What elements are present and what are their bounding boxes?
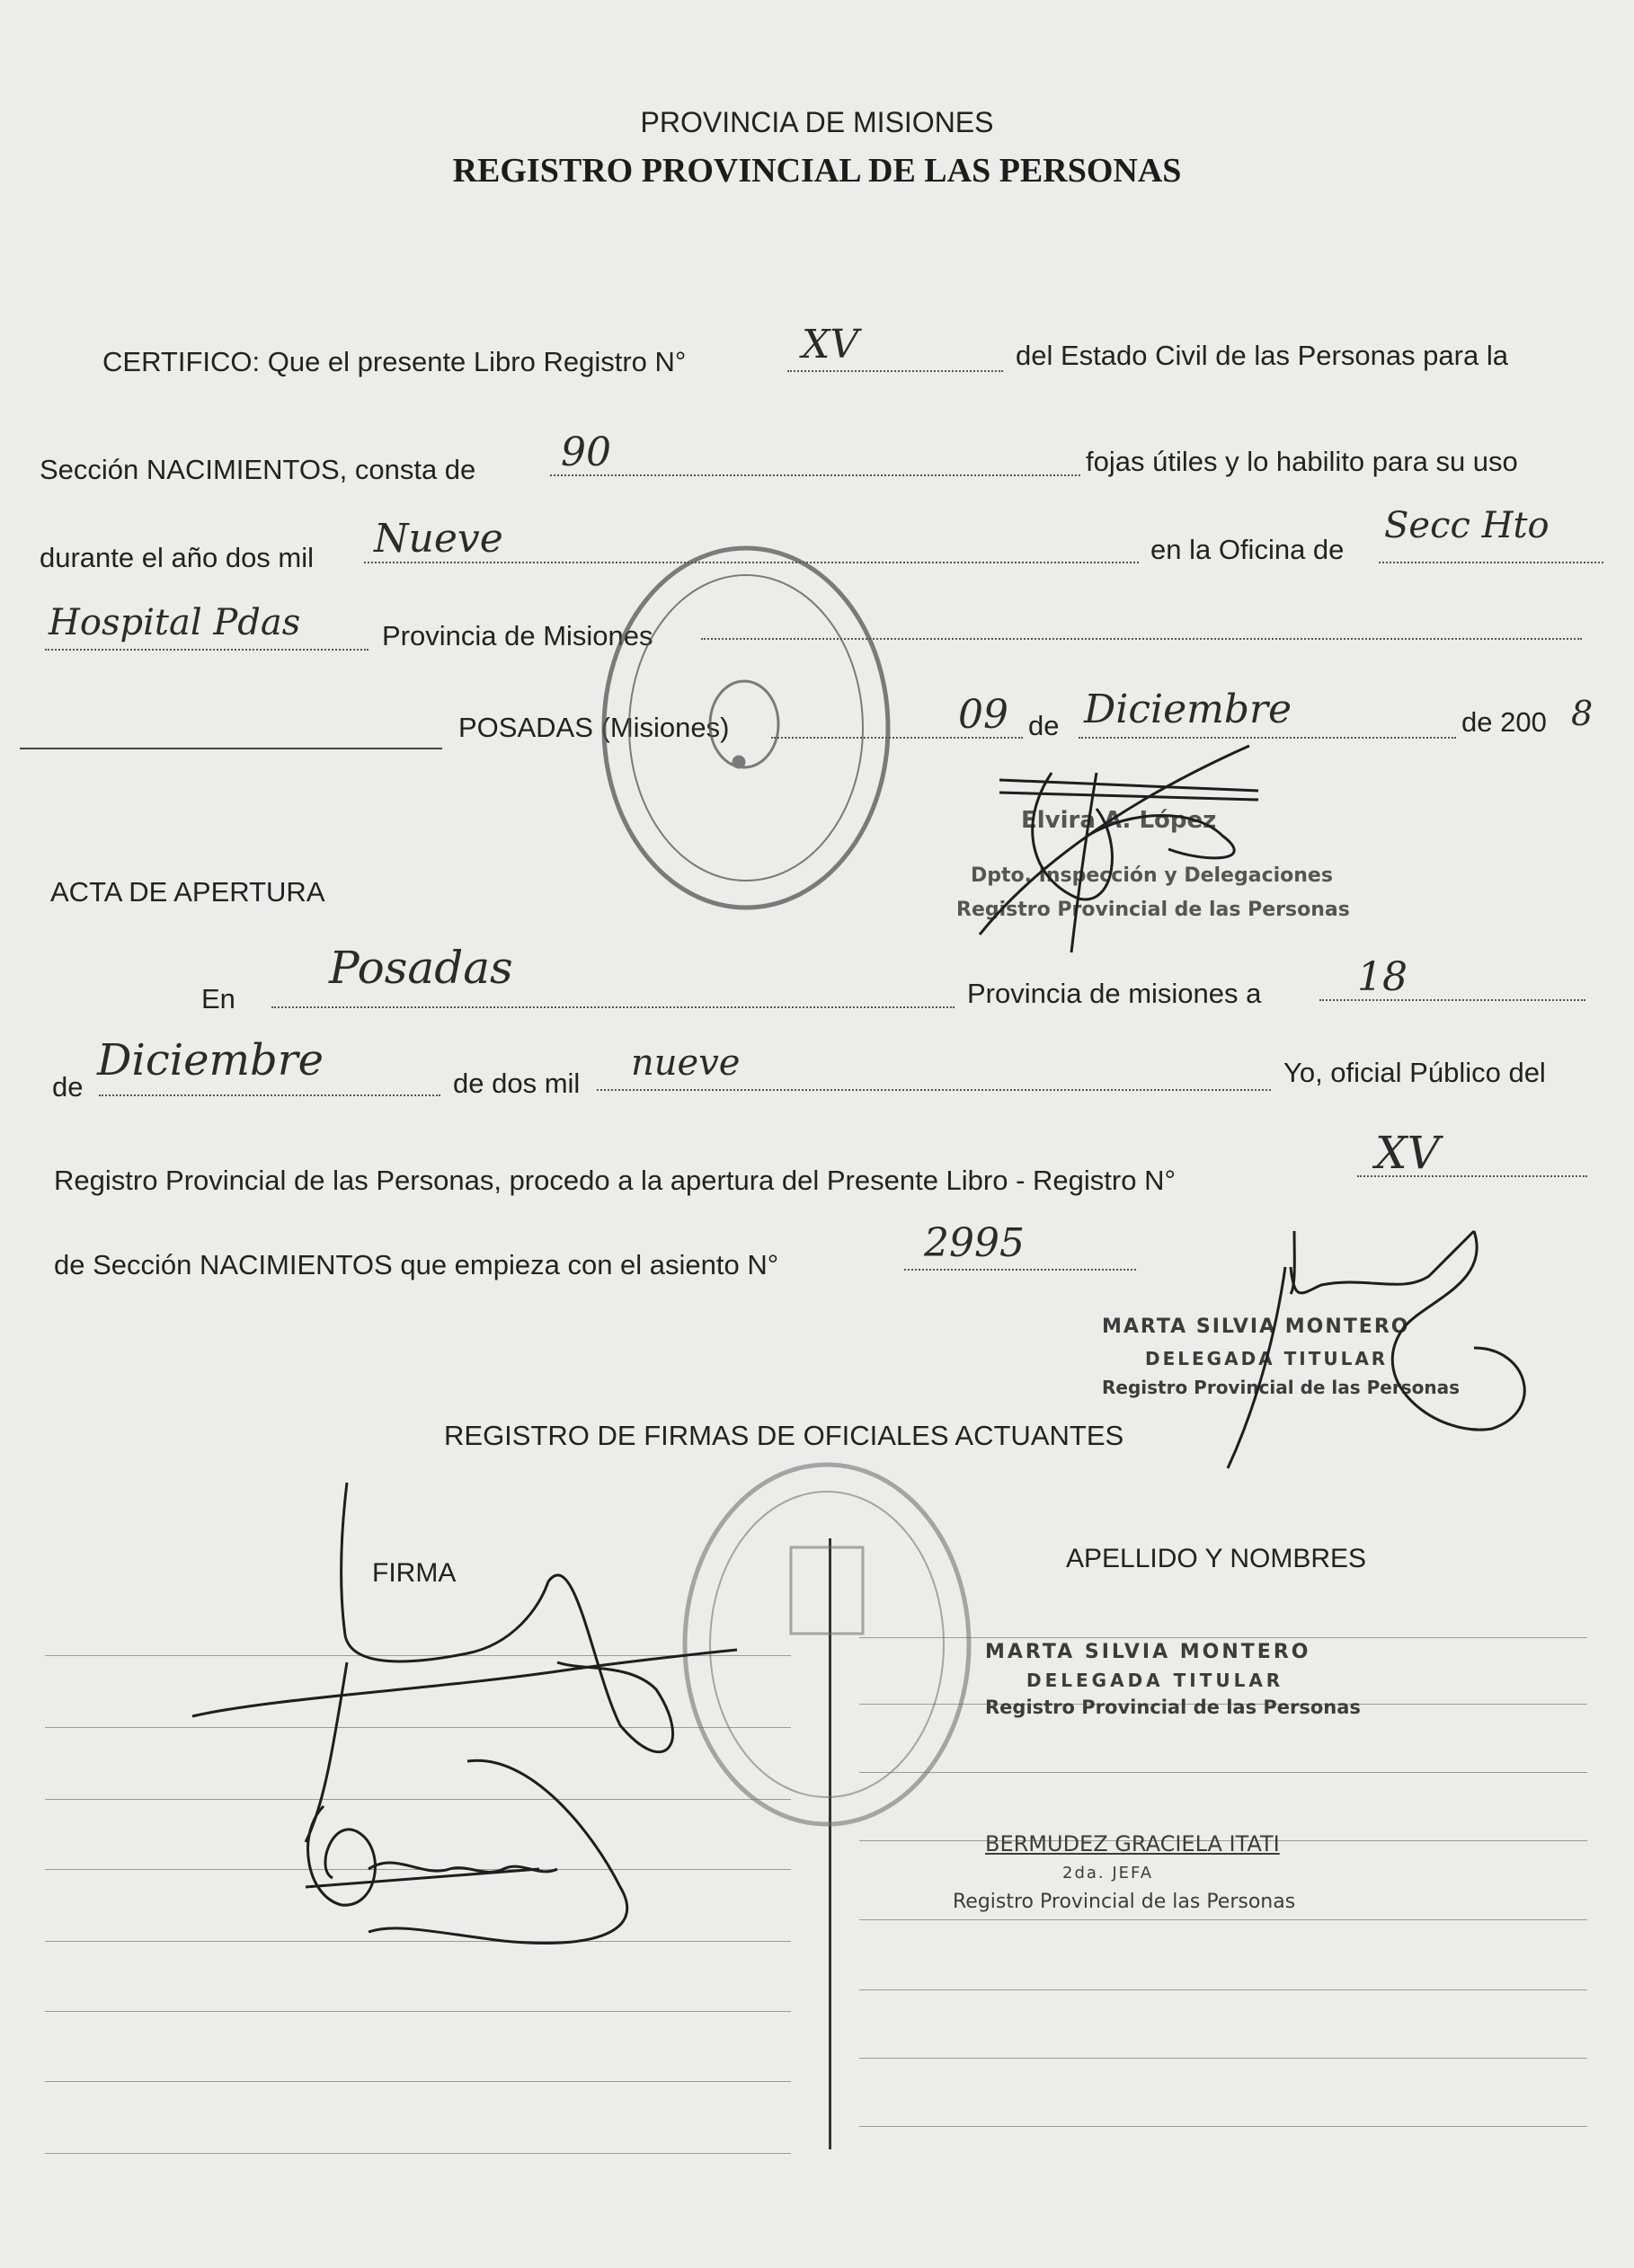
stamp-d-registry: Registro Provincial de las Personas [953, 1891, 1296, 1913]
acta-line2-b: de dos mil [453, 1068, 581, 1099]
firmas-col-nombres: APELLIDO Y NOMBRES [1066, 1544, 1367, 1573]
acta-line1-b: Provincia de misiones a [967, 978, 1262, 1009]
stamp-d-title: 2da. JEFA [1062, 1864, 1154, 1883]
cert-line4-handwritten: Hospital Pdas [49, 602, 301, 643]
cert-line5-month: Diciembre [1084, 687, 1292, 732]
firmas-col-firma: FIRMA [372, 1558, 457, 1588]
cert-line1-b: del Estado Civil de las Personas para la [1016, 340, 1508, 371]
acta-line2-handwritten2: nueve [631, 1042, 741, 1084]
signature-firma-2-icon [306, 1760, 627, 1943]
stamp-c-name: MARTA SILVIA MONTERO [985, 1641, 1311, 1663]
stamp-b-name: MARTA SILVIA MONTERO [1102, 1316, 1410, 1338]
acta-line4-handwritten: 2995 [924, 1220, 1025, 1266]
cert-line3-b: en la Oficina de [1150, 534, 1345, 565]
stamp-b-title: DELEGADA TITULAR [1145, 1348, 1389, 1369]
stamp-c-title: DELEGADA TITULAR [1026, 1670, 1284, 1691]
cert-line5-a: POSADAS (Misiones) [458, 712, 730, 743]
stamp-c-registry: Registro Provincial de las Personas [985, 1697, 1361, 1718]
acta-line2-c: Yo, oficial Público del [1283, 1057, 1546, 1088]
signature-b-icon [1228, 1231, 1524, 1468]
cert-line3-handwritten: Nueve [374, 516, 503, 562]
oval-seal-2-icon [685, 1465, 969, 1824]
signature-a-icon [980, 746, 1258, 952]
cert-line3-a: durante el año dos mil [40, 542, 315, 573]
cert-line5-de: de [1028, 710, 1060, 741]
acta-line1-handwritten: Posadas [329, 942, 513, 994]
cert-line2-a: Sección NACIMIENTOS, consta de [40, 454, 476, 485]
firmas-title: REGISTRO DE FIRMAS DE OFICIALES ACTUANTES [444, 1420, 1124, 1451]
cert-line4-a: Provincia de Misiones [382, 620, 653, 651]
stamp-a-registry: Registro Provincial de las Personas [956, 899, 1350, 921]
cert-line5-day: 09 [958, 692, 1008, 738]
acta-line2-handwritten: Diciembre [97, 1035, 324, 1085]
header-province: PROVINCIA DE MISIONES [640, 106, 994, 138]
cert-line2-b: fojas útiles y lo habilito para su uso [1086, 446, 1518, 477]
cert-line1-handwritten: XV [802, 322, 859, 368]
stamp-a-dept: Dpto. Inspección y Delegaciones [971, 864, 1333, 887]
acta-line1-en: En [201, 983, 235, 1014]
stamp-b-registry: Registro Provincial de las Personas [1102, 1377, 1461, 1398]
signature-firma-1-icon [192, 1483, 737, 1842]
acta-line3-handwritten: XV [1375, 1127, 1440, 1179]
cert-line5-year: 8 [1571, 694, 1594, 733]
cert-line2-handwritten: 90 [561, 430, 611, 475]
stamp-d-name: BERMUDEZ GRACIELA ITATI [985, 1831, 1280, 1856]
cert-line3-handwritten2: Secc Hto [1384, 505, 1550, 546]
acta-line1-handwritten2: 18 [1357, 954, 1408, 1000]
header-registry: REGISTRO PROVINCIAL DE LAS PERSONAS [452, 152, 1182, 190]
oval-seal-1-icon [604, 548, 888, 908]
cert-line5-b: de 200 [1461, 706, 1547, 738]
acta-line3-a: Registro Provincial de las Personas, procedo a la apertura del Presente Libro - Registro N° [54, 1165, 1176, 1196]
acta-line2-de: de [52, 1071, 84, 1103]
stamp-a-name: Elvira A. López [1021, 807, 1217, 834]
cert-line1-a: CERTIFICO: Que el presente Libro Registro N° [102, 346, 687, 377]
acta-title: ACTA DE APERTURA [50, 876, 325, 908]
acta-line4-a: de Sección NACIMIENTOS que empieza con el asiento N° [54, 1249, 779, 1280]
